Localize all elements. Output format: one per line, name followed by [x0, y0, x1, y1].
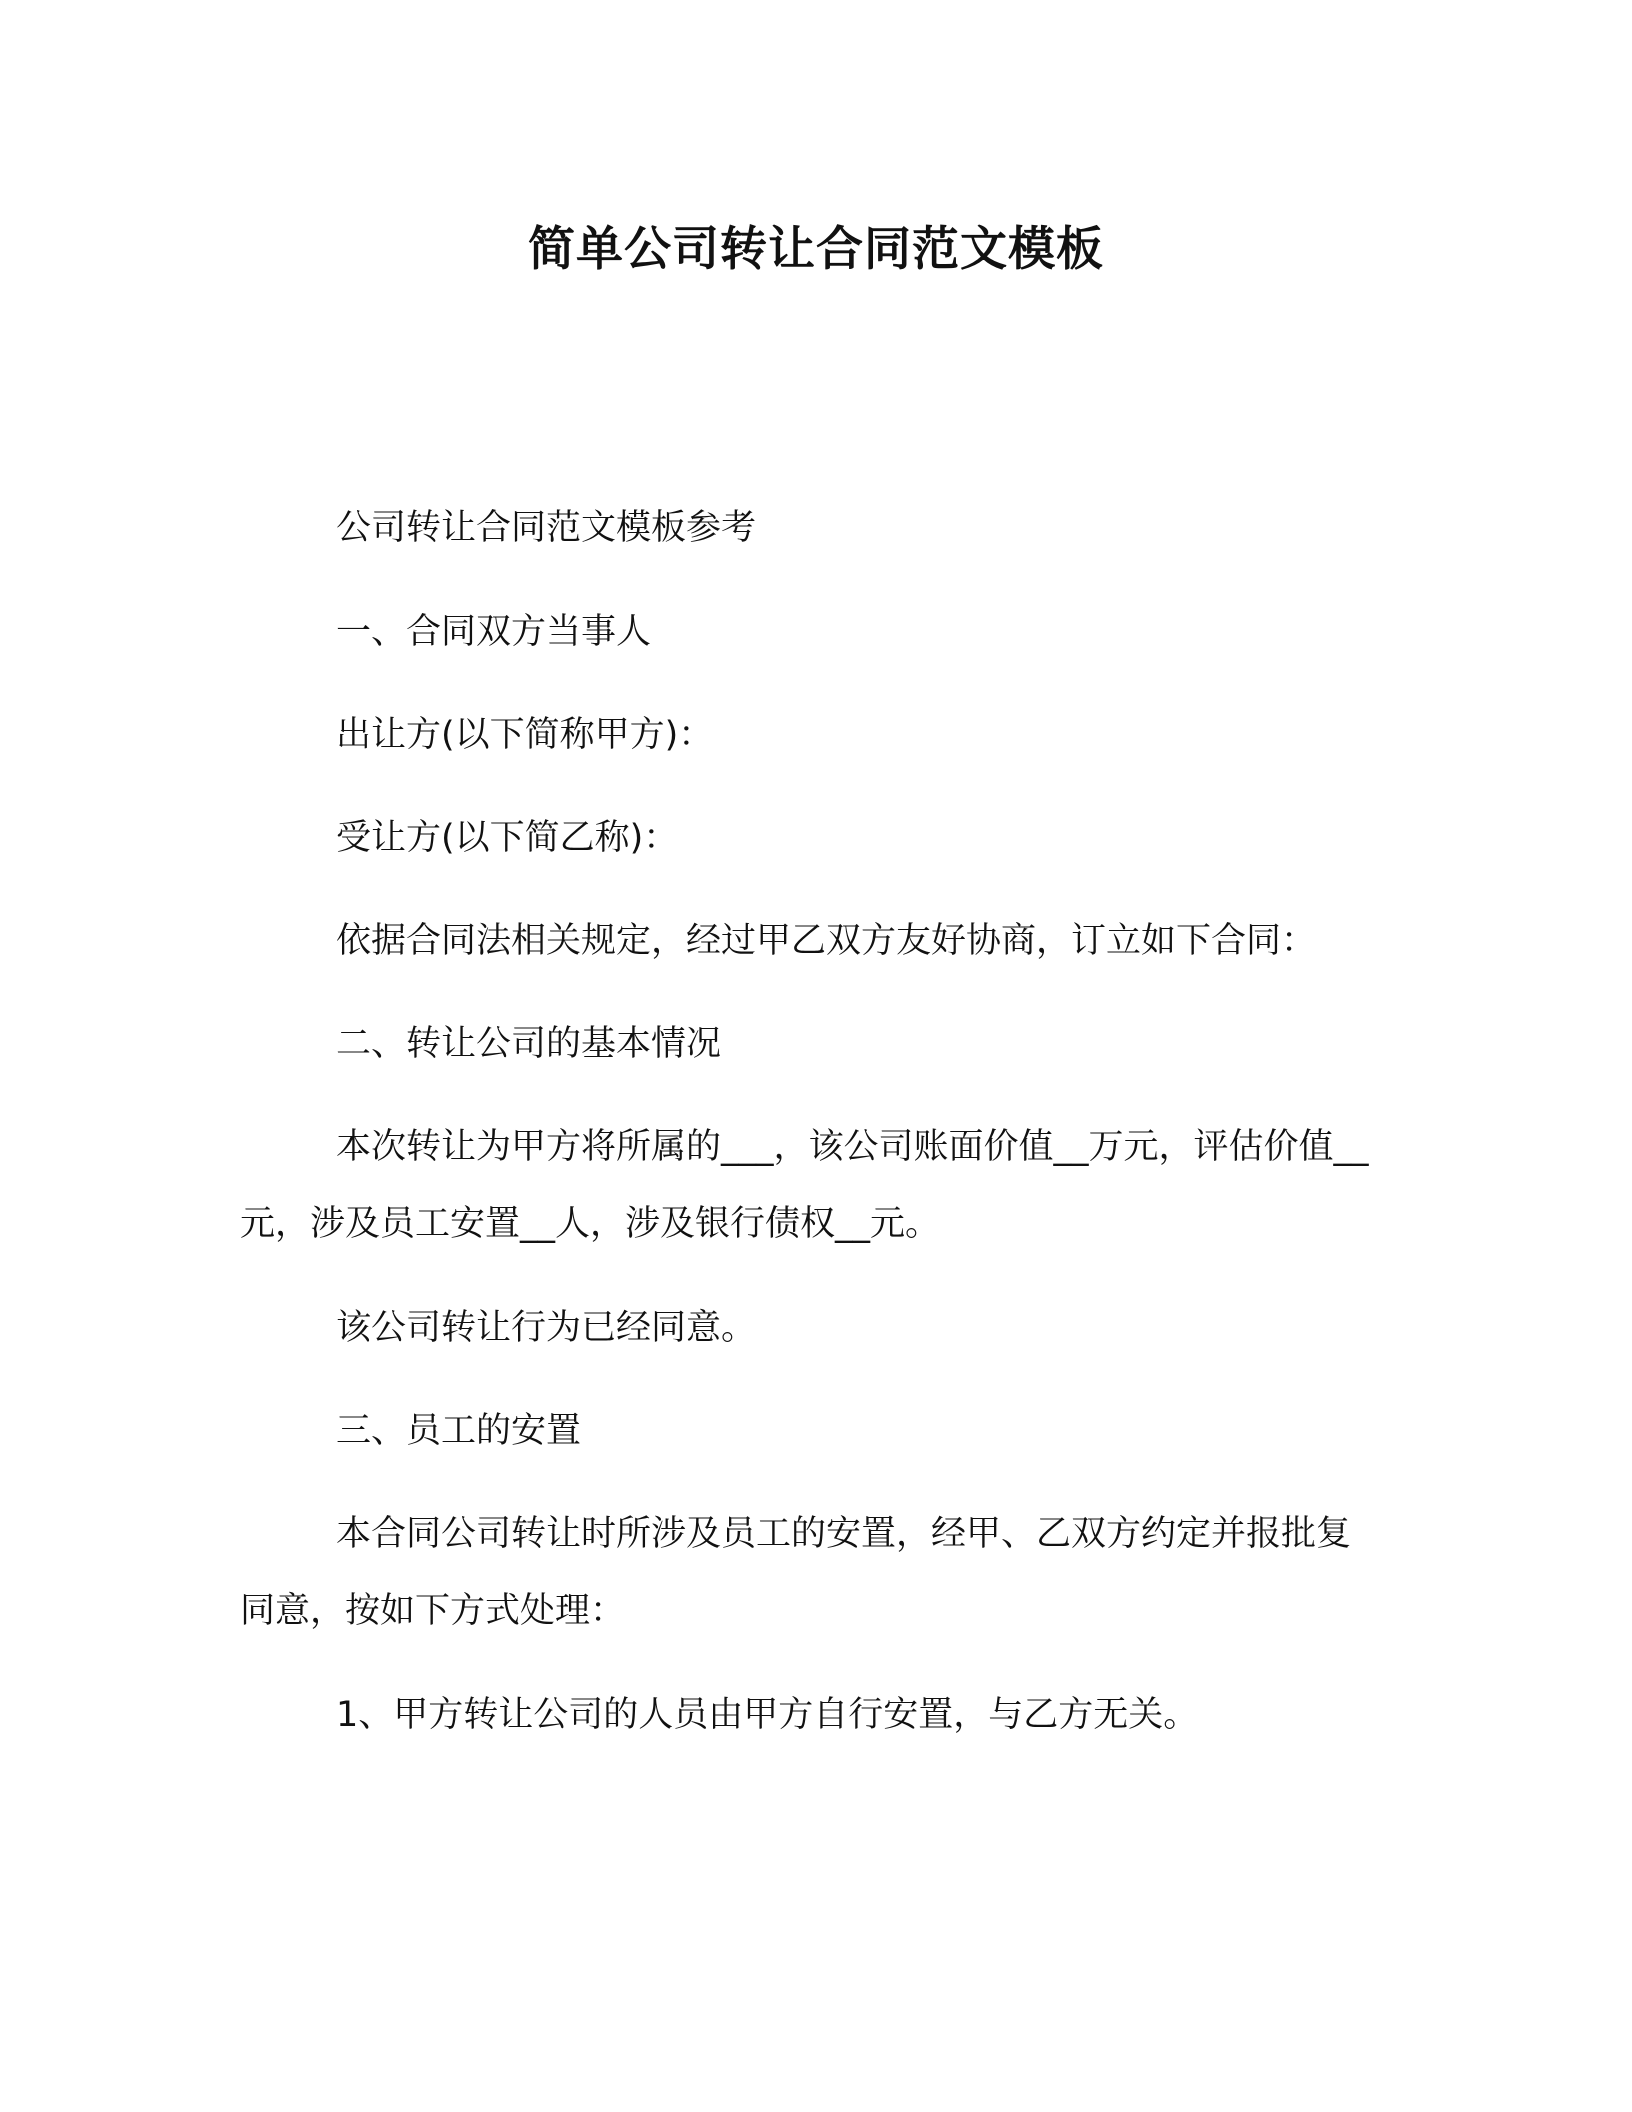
section-heading-company-info: 二、转让公司的基本情况: [336, 1024, 722, 1064]
paragraph-transfer-details: 本次转让为甲方将所属的___，该公司账面价值__万元，评估价值__元，涉及员工安置__人，涉及银行债权__元。: [240, 1127, 1369, 1244]
paragraph-consent: 该公司转让行为已经同意。: [336, 1308, 757, 1348]
document-title: 简单公司转让合同范文模板: [528, 222, 1104, 277]
paragraph-staff-arrangement: 本合同公司转让时所涉及员工的安置，经甲、乙双方约定并报批复同意，按如下方式处理：: [240, 1514, 1352, 1631]
paragraph-basis: 依据合同法相关规定，经过甲乙双方友好协商，订立如下合同：: [336, 921, 1317, 961]
paragraph-item-1: 1、甲方转让公司的人员由甲方自行安置，与乙方无关。: [336, 1695, 1199, 1735]
paragraph-intro: 公司转让合同范文模板参考: [336, 508, 757, 548]
paragraph-transferor: 出让方(以下简称甲方)：: [336, 715, 714, 755]
section-heading-staff: 三、员工的安置: [336, 1411, 582, 1451]
paragraph-transferee: 受让方(以下简乙称)：: [336, 818, 679, 858]
section-heading-parties: 一、合同双方当事人: [336, 612, 652, 652]
